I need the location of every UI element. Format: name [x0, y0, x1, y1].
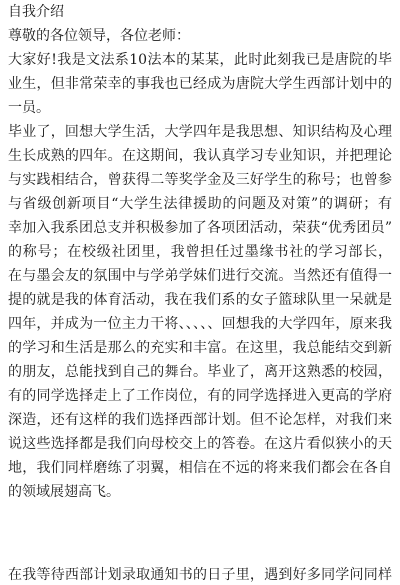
- paragraph-line: 一员。: [8, 100, 50, 116]
- greeting: 尊敬的各位领导，各位老师：: [8, 28, 190, 44]
- paragraph-line: 毕业了，回想大学生活，大学四年是我思想、知识结构及心理: [8, 124, 392, 140]
- paragraph-line: 有的同学选择走上了工作岗位，有的同学选择进入更高的学府: [8, 388, 392, 404]
- paragraph-line: 深造，还有这样的我们选择西部计划。但不论怎样，对我们来: [8, 412, 392, 428]
- paragraph-line: 的领域展翅高飞。: [8, 484, 120, 500]
- paragraph-line: 幸加入我系团总支并积极参加了各项团活动，荣获“优秀团员”: [8, 220, 392, 236]
- paragraph-line: 与省级创新项目“大学生法律援助的问题及对策”的调研；有: [8, 196, 392, 212]
- paragraph-line: 在我等待西部计划录取通知书的日子里，遇到好多同学问同样: [8, 567, 392, 583]
- paragraph-line: 在与墨会友的氛围中与学弟学妹们进行交流。当然还有值得一: [8, 268, 392, 284]
- paragraph-line: 的朋友，总能找到自己的舞台。毕业了，离开这熟悉的校园，: [8, 364, 392, 380]
- document-title: 自我介绍: [8, 4, 64, 20]
- paragraph-line: 的学习和生活是那么的充实和丰富。在这里，我总能结交到新: [8, 340, 392, 356]
- paragraph-line: 业生，但非常荣幸的事我也已经成为唐院大学生西部计划中的: [8, 76, 392, 92]
- paragraph-line: 大家好!我是文法系10法本的某某，此时此刻我已是唐院的毕: [8, 52, 392, 68]
- paragraph-line: 四年，并成为一位主力干将、、、、、回想我的大学四年，原来我: [8, 316, 392, 332]
- paragraph-line: 地，我们同样磨练了羽翼，相信在不远的将来我们都会在各自: [8, 460, 392, 476]
- paragraph-line: 与实践相结合，曾获得二等奖学金及三好学生的称号；也曾参: [8, 172, 392, 188]
- paragraph-line: 的称号；在校级社团里，我曾担任过墨缘书社的学习部长，: [8, 244, 392, 260]
- paragraph-line: 提的就是我的体育活动，我在我们系的女子篮球队里一呆就是: [8, 292, 392, 308]
- paragraph-line: 说这些选择都是我们向母校交上的答卷。在这片看似狭小的天: [8, 436, 392, 452]
- paragraph-line: 生长成熟的四年。在这期间，我认真学习专业知识，并把理论: [8, 148, 392, 164]
